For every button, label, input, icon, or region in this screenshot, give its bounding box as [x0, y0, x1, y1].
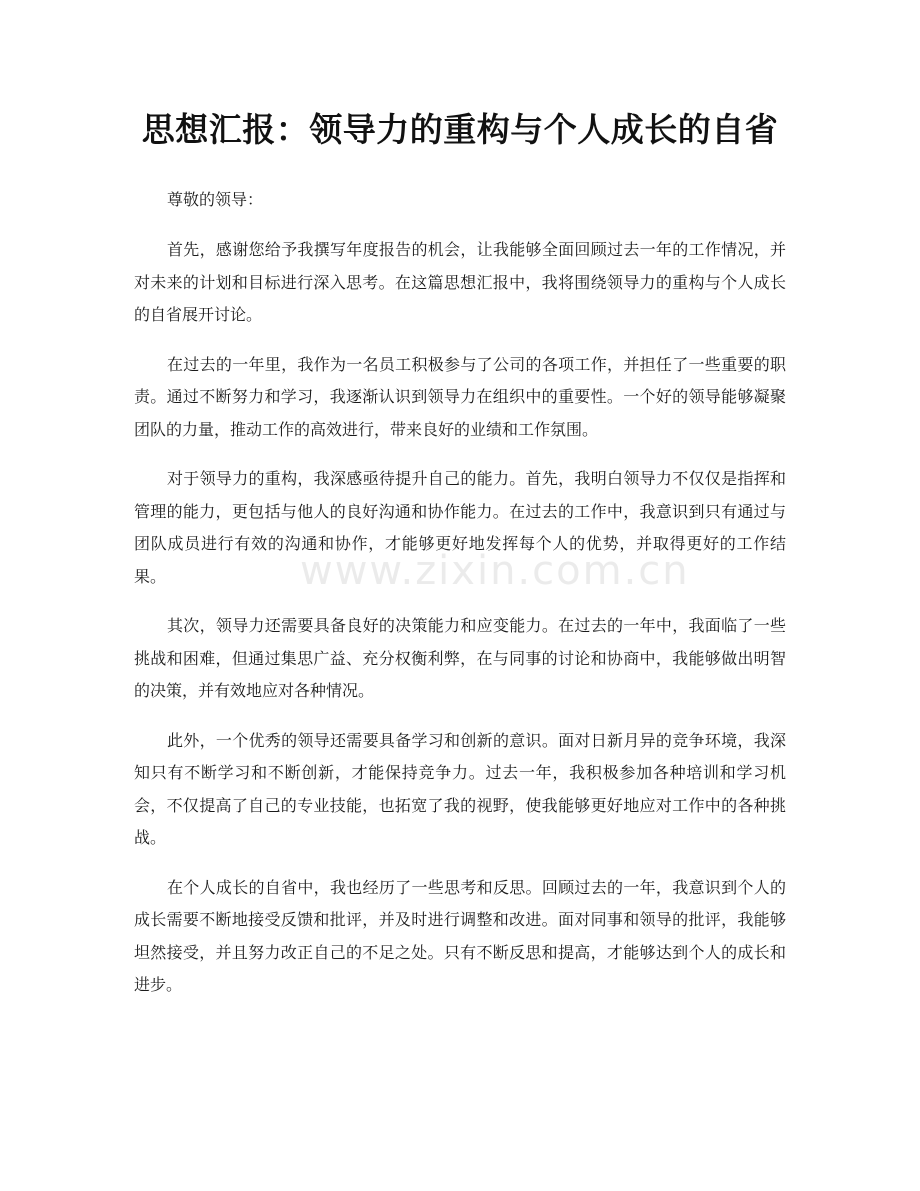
paragraph: 在个人成长的自省中，我也经历了一些思考和反思。回顾过去的一年，我意识到个人的成长需要不断地接受反馈和批评，并及时进行调整和改进。面对同事和领导的批评，我能够坦然接受，并且努力改正自己的不足之处。只有不断反思和提高，才能够达到个人的成长和进步。 [134, 877, 786, 994]
paragraph: 其次，领导力还需要具备良好的决策能力和应变能力。在过去的一年中，我面临了一些挑战和困难，但通过集思广益、充分权衡利弊，在与同事的讨论和协商中，我能够做出明智的决策，并有效地应对各种情况。 [134, 616, 786, 700]
paragraph: 对于领导力的重构，我深感亟待提升自己的能力。首先，我明白领导力不仅仅是指挥和管理的能力，更包括与他人的良好沟通和协作能力。在过去的工作中，我意识到只有通过与团队成员进行有效的沟通和协作，才能够更好地发挥每个人的优势，并取得更好的工作结果。 [134, 469, 786, 586]
document-title: 思想汇报：领导力的重构与个人成长的自省 [141, 110, 779, 149]
paragraph: 首先，感谢您给予我撰写年度报告的机会，让我能够全面回顾过去一年的工作情况，并对未来的计划和目标进行深入思考。在这篇思想汇报中，我将围绕领导力的重构与个人成长的自省展开讨论。 [134, 240, 786, 324]
document-body [134, 181, 786, 1002]
watermark: www.zixin.com.cn [300, 548, 690, 594]
paragraph: 在过去的一年里，我作为一名员工积极参与了公司的各项工作，并担任了一些重要的职责。通过不断努力和学习，我逐渐认识到领导力在组织中的重要性。一个好的领导能够凝聚团队的力量，推动工作的高效进行，带来良好的业绩和工作氛围。 [134, 354, 786, 439]
salutation: 尊敬的领导： [167, 190, 264, 209]
paragraph: 此外，一个优秀的领导还需要具备学习和创新的意识。面对日新月异的竞争环境，我深知只有不断学习和不断创新，才能保持竞争力。过去一年，我积极参加各种培训和学习机会，不仅提高了自己的专业技能，也拓宽了我的视野，使我能够更好地应对工作中的各种挑战。 [134, 730, 786, 847]
